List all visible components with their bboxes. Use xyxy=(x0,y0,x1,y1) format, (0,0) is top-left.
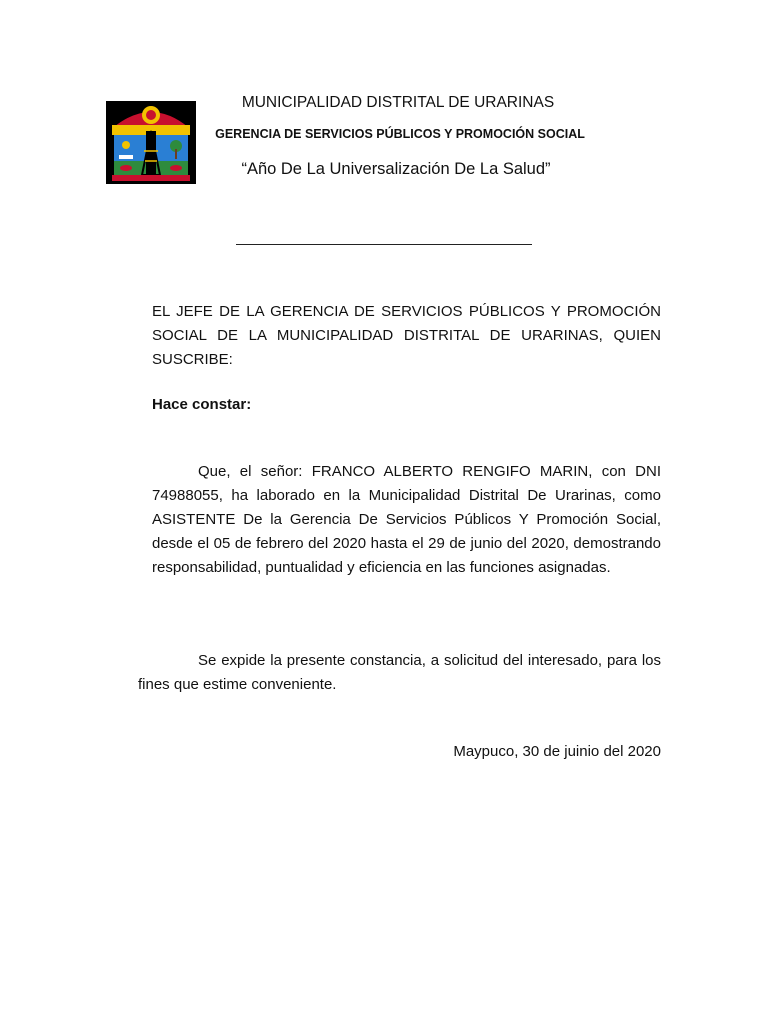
closing-paragraph: Se expide la presente constancia, a solicitud del interesado, para los fines que estime conveniente. xyxy=(138,652,661,693)
year-motto: “Año De La Universalización De La Salud” xyxy=(241,160,551,178)
place-date: Maypuco, 30 de juinio del 2020 xyxy=(453,743,661,760)
certificate-heading: Hace constar: xyxy=(152,396,252,413)
main-paragraph: Que, el señor: FRANCO ALBERTO RENGIFO MARIN, con DNI 74988055, ha laborado en la Municipalidad Distrital De Urarinas, como ASISTENTE De la Gerencia De Servicios Públicos Y Promoción Social, desde el 05 de febrero del 2020 hasta el 29 de junio del 2020, demostrando responsabilidad, puntualidad y eficiencia en las funciones asignadas. xyxy=(152,463,661,576)
municipality-name: MUNICIPALIDAD DISTRITAL DE URARINAS xyxy=(241,94,555,111)
issuer-statement: EL JEFE DE LA GERENCIA DE SERVICIOS PÚBLICOS Y PROMOCIÓN SOCIAL DE LA MUNICIPALIDAD DISTRITAL DE URARINAS, QUIEN SUSCRIBE: xyxy=(152,303,661,368)
department-name: GERENCIA DE SERVICIOS PÚBLICOS Y PROMOCIÓN SOCIAL xyxy=(215,127,585,141)
divider-line xyxy=(236,244,532,245)
